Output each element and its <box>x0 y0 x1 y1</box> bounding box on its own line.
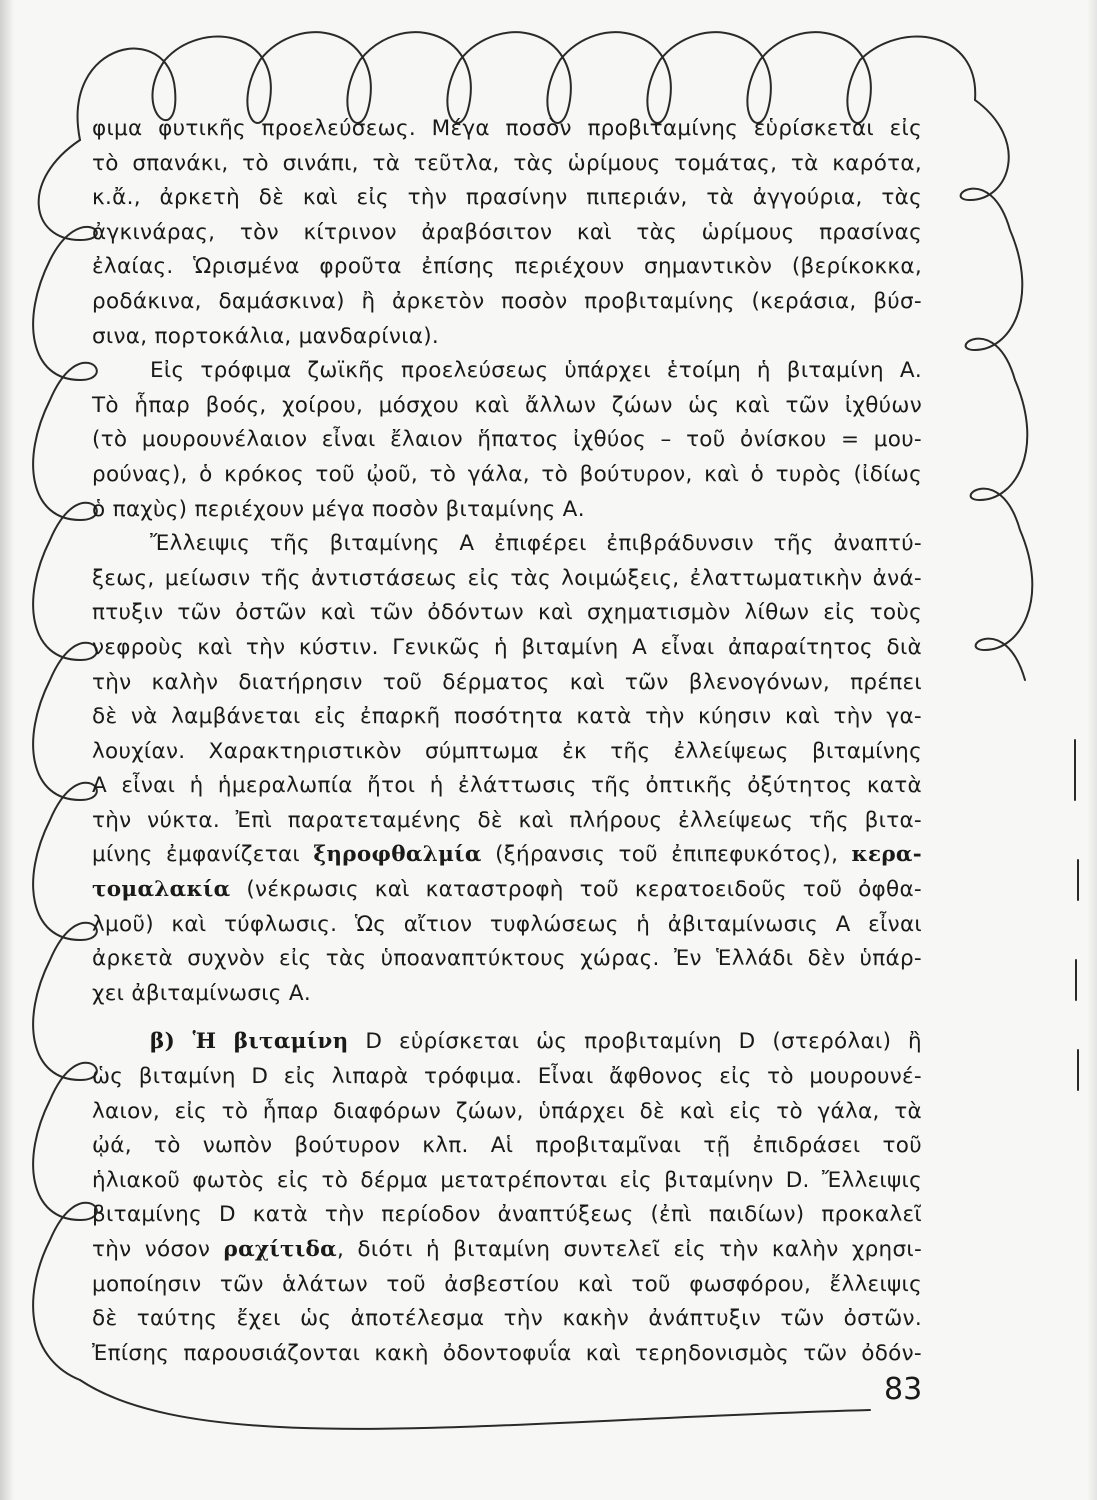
text-line: χει ἀβιταμίνωσις Α. <box>92 980 311 1006</box>
text-line: πτυξιν τῶν ὀστῶν καὶ τῶν ὀδόντων καὶ σχηματισμὸν λίθων εἰς τοὺς <box>92 600 922 626</box>
text-line <box>92 838 922 873</box>
term-rickets: ραχίτιδα <box>223 1237 338 1262</box>
text-run: (νέκρωσις καὶ καταστροφὴ τοῦ κερατοειδοῦς τοῦ ὀφθα- <box>230 877 922 903</box>
text-line: τὴν νύκτα. Ἐπὶ παρατεταμένης δὲ καὶ πλήρους ἐλλείψεως τῆς βιτα- <box>92 807 922 833</box>
text-line: (τὸ μουρουνέλαιον εἶναι ἔλαιον ἥπατος ἰχθύος – τοῦ ὀνίσκου = μου- <box>92 427 922 453</box>
body-text <box>92 112 922 1371</box>
text-line: μοποίησιν τῶν ἁλάτων τοῦ ἀσβεστίου καὶ τοῦ φωσφόρου, ἔλλειψις <box>92 1271 922 1297</box>
term-keratomalacia-part2: τομαλακία <box>92 877 231 903</box>
text-line: ἐλαίας. Ὡρισμένα φροῦτα ἐπίσης περιέχουν σημαντικὸν (βερίκοκκα, <box>92 254 922 280</box>
text-line: νεφροὺς καὶ τὴν κύστιν. Γενικῶς ἡ βιταμίνη Α εἶναι ἀπαραίτητος διὰ <box>92 634 922 660</box>
text-line: ᾠά, τὸ νωπὸν βούτυρον κλπ. Αἱ προβιταμῖναι τῇ ἐπιδράσει τοῦ <box>92 1133 922 1159</box>
text-line: λμοῦ) καὶ τύφλωσις. Ὡς αἴτιον τυφλώσεως ἡ ἀβιταμίνωσις Α εἶναι <box>92 911 922 937</box>
text-line: ἀγκινάρας, τὸν κίτρινον ἀραβόσιτον καὶ τὰς ὡρίμους πρασίνας <box>92 219 922 245</box>
term-keratomalacia-part1: κερα- <box>851 842 922 868</box>
text-line: δὲ νὰ λαμβάνεται εἰς ἐπαρκῆ ποσότητα κατὰ τὴν κύησιν καὶ τὴν γα- <box>92 704 922 730</box>
text-line: ἀρκετὰ συχνὸν εἰς τὰς ὑποαναπτύκτους χώρας. Ἐν Ἑλλάδι δὲν ὑπάρ- <box>92 946 922 972</box>
page-number: 83 <box>884 1372 923 1407</box>
text-line <box>92 873 922 908</box>
text-line: ὡς βιταμίνη D εἰς λιπαρὰ τρόφιμα. Εἶναι ἄφθονος εἰς τὸ μουρουνέ- <box>92 1064 922 1090</box>
text-line: Α εἶναι ἡ ἡμεραλωπία ἤτοι ἡ ἐλάττωσις τῆς ὀπτικῆς ὀξύτητος κατὰ <box>92 773 922 799</box>
text-line: βιταμίνης D κατὰ τὴν περίοδον ἀναπτύξεως (ἐπὶ παιδίων) προκαλεῖ <box>92 1202 922 1228</box>
text-line: κ.ἄ., ἀρκετὴ δὲ καὶ εἰς τὴν πρασίνην πιπεριάν, τὰ ἀγγούρια, τὰς <box>92 185 922 211</box>
text-line: ἡλιακοῦ φωτὸς εἰς τὸ δέρμα μετατρέπονται εἰς βιταμίνην D. Ἔλλειψις <box>92 1167 922 1193</box>
text-line: ξεως, μείωσιν τῆς ἀντιστάσεως εἰς τὰς λοιμώξεις, ἐλαττωματικὴν ἀνά- <box>92 565 922 591</box>
text-line <box>92 1025 922 1060</box>
text-line: φιμα φυτικῆς προελεύσεως. Μέγα ποσὸν προβιταμίνης εὑρίσκεται εἰς <box>92 116 922 141</box>
section-heading-vitamin-d: β) Ἡ βιταμίνη <box>150 1029 349 1055</box>
text-line: Ἔλλειψις τῆς βιταμίνης Α ἐπιφέρει ἐπιβράδυνσιν τῆς ἀναπτύ- <box>150 531 922 557</box>
text-line: ρούνας), ὁ κρόκος τοῦ ᾠοῦ, τὸ γάλα, τὸ βούτυρον, καὶ ὁ τυρὸς (ἰδίως <box>92 461 922 487</box>
text-run: (ξήρανσις τοῦ ἐπιπεφυκότος), <box>481 842 852 868</box>
text-run: μίνης ἐμφανίζεται <box>92 842 314 868</box>
text-line: λαιον, εἰς τὸ ἧπαρ διαφόρων ζώων, ὑπάρχει δὲ καὶ εἰς τὸ γάλα, τὰ <box>92 1098 922 1124</box>
text-run: , διότι ἡ βιταμίνη συντελεῖ εἰς τὴν καλὴν χρησι- <box>337 1237 923 1262</box>
text-line: Τὸ ἧπαρ βοός, χοίρου, μόσχου καὶ ἄλλων ζώων ὡς καὶ τῶν ἰχθύων <box>92 392 922 418</box>
text-line: Ἐπίσης παρουσιάζονται κακὴ ὀδοντοφυΐα καὶ τερηδονισμὸς τῶν ὀδόν- <box>92 1340 922 1366</box>
text-run: τὴν νόσον <box>92 1237 224 1262</box>
paragraph-gap <box>92 1011 922 1025</box>
text-run: D εὑρίσκεται ὡς προβιταμίνη D (στερόλαι) ἢ <box>348 1029 922 1055</box>
term-xerophthalmia: ξηροφθαλμία <box>313 842 482 868</box>
text-line: ροδάκινα, δαμάσκινα) ἢ ἀρκετὸν ποσὸν προβιταμίνης (κεράσια, βύσ- <box>92 288 922 314</box>
text-line: σινα, πορτοκάλια, μανδαρίνια). <box>92 323 440 349</box>
text-line: ὁ παχὺς) περιέχουν μέγα ποσὸν βιταμίνης Α. <box>92 496 585 522</box>
text-line: τὴν καλὴν διατήρησιν τοῦ δέρματος καὶ τῶν βλενογόνων, πρέπει <box>92 669 922 695</box>
text-line: Εἰς τρόφιμα ζωϊκῆς προελεύσεως ὑπάρχει ἑτοίμη ἡ βιταμίνη Α. <box>150 358 922 384</box>
text-line: λουχίαν. Χαρακτηριστικὸν σύμπτωμα ἐκ τῆς ἐλλείψεως βιταμίνης <box>92 738 922 764</box>
text-line: τὸ σπανάκι, τὸ σινάπι, τὰ τεῦτλα, τὰς ὡρίμους τομάτας, τὰ καρότα, <box>92 150 922 176</box>
text-line: δὲ ταύτης ἔχει ὡς ἀποτέλεσμα τὴν κακὴν ἀνάπτυξιν τῶν ὀστῶν. <box>92 1306 922 1332</box>
text-line <box>92 1233 922 1268</box>
